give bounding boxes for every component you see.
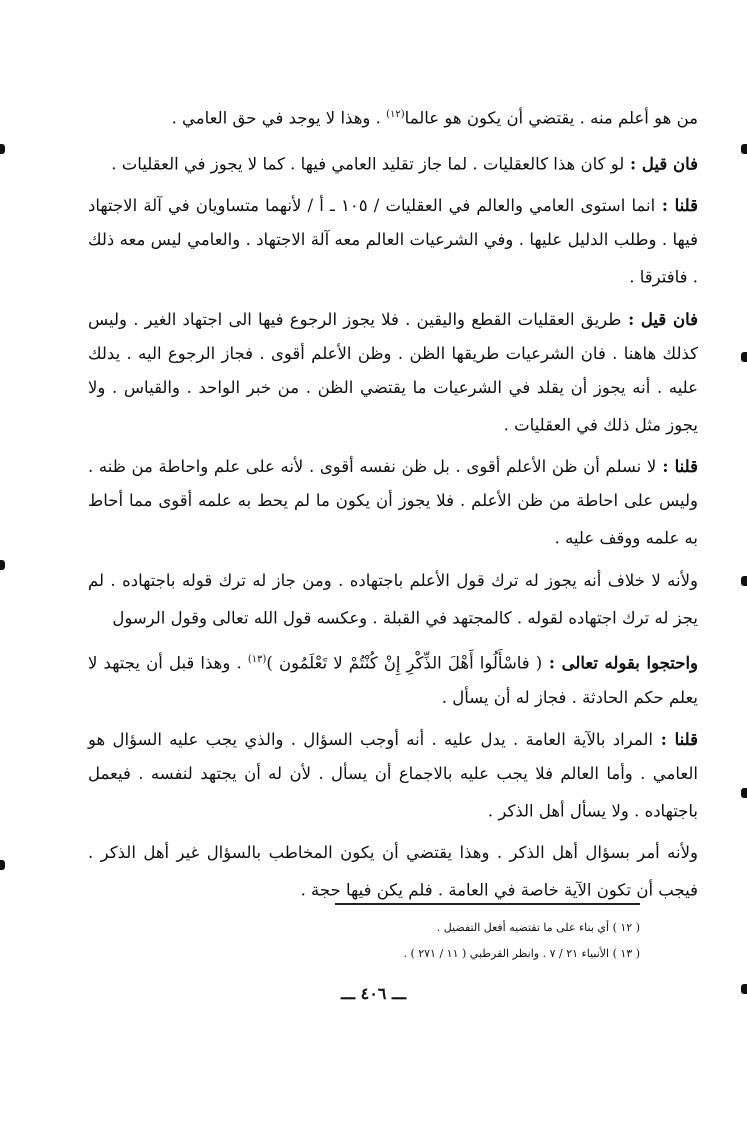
footnote-ref: (١٣) bbox=[247, 654, 267, 665]
paragraph bbox=[88, 303, 698, 443]
paragraph-keyword: فان قيل : bbox=[624, 154, 698, 173]
paragraph bbox=[88, 189, 698, 295]
paragraph bbox=[88, 564, 698, 636]
paragraph-text: طريق العقليات القطع واليقين . فلا يجوز الرجوع فيها الى اجتهاد الغير . وليس كذلك هاهنا . فان الشرعيات طريقها الظن . وظن الأعلم أقوى . فجاز الرجوع اليه . يدلك عليه . أنه يجوز أن يقلد في الشرعيات ما يقتضي الظن . من خبر الواحد . والقياس . ولا يجوز مثل ذلك في العقليات . bbox=[88, 309, 698, 434]
paragraph bbox=[88, 836, 698, 908]
paragraph-text: . وهذا لا يوجد في حق العامي . bbox=[171, 108, 387, 128]
footnote-ref: (١٢) bbox=[386, 109, 405, 120]
footnote: ( ١٣ ) الأنبياء ٢١ / ٧ . وانظر القرطبي ( ١١ / ٢٧١ ) . bbox=[403, 947, 640, 960]
paragraph-text: انما استوى العامي والعالم في العقليات / ١٠٥ ـ أ / لأنهما متساويان في آلة الاجتهاد فيها . وطلب الدليل عليها . وفي الشرعيات العالم معه آلة الاجتهاد . والعامي ليس معه ذلك . فافترقا . bbox=[88, 196, 698, 287]
paragraph-text: من هو أعلم منه . يقتضي أن يكون هو عالما bbox=[404, 108, 698, 128]
paragraph-keyword: فان قيل : bbox=[621, 309, 699, 329]
paragraph-text: . وهذا قبل أن يجتهد لا يعلم حكم الحادثة . فجاز له أن يسأل . bbox=[88, 653, 698, 707]
margin-mark bbox=[0, 860, 5, 870]
paragraph-keyword: واحتجوا بقوله تعالى : bbox=[542, 653, 698, 673]
margin-mark bbox=[0, 144, 5, 154]
margin-mark bbox=[741, 576, 747, 586]
paragraph-keyword: قلنا : bbox=[655, 196, 698, 215]
margin-mark bbox=[741, 144, 747, 154]
paragraph-text: ولأنه لا خلاف أنه يجوز له ترك قول الأعلم باجتهاده . ومن جاز له ترك قوله باجتهاده . لم يجز له ترك اجتهاده لقوله . كالمجتهد في القبلة . وعكسه قول الله تعالى وقول الرسول bbox=[88, 570, 698, 627]
paragraph-text: ولأنه أمر بسؤال أهل الذكر . وهذا يقتضي أن يكون المخاطب بالسؤال غير أهل الذكر . فيجب أن تكون الآية خاصة في العامة . فلم يكن فيها حجة . bbox=[88, 843, 698, 900]
paragraph-text: لا نسلم أن ظن الأعلم أقوى . بل ظن نفسه أقوى . لأنه على علم واحاطة من ظنه . وليس على احاطة من ظن الأعلم . فلا يجوز أن يكون ما لم يحط به علمه أقوى مما أحاط به علمه ووقف عليه . bbox=[88, 457, 698, 548]
page-number: ـــ ٤٠٦ ـــ bbox=[340, 984, 407, 1003]
footnotes bbox=[335, 903, 640, 967]
paragraph-text: لو كان هذا كالعقليات . لما جاز تقليد العامي فيها . كما لا يجوز في العقليات . bbox=[111, 154, 625, 173]
margin-mark bbox=[0, 560, 5, 570]
margin-mark bbox=[741, 352, 747, 362]
footnote: ( ١٢ ) أي بناء على ما تقتضيه أفعل التفضيل . bbox=[436, 921, 640, 934]
paragraph bbox=[88, 98, 698, 136]
paragraph bbox=[88, 723, 698, 829]
paragraph-keyword: قلنا : bbox=[656, 457, 698, 476]
paragraph-text: المراد بالآية العامة . يدل عليه . أنه أوجب السؤال . والذي يجب عليه السؤال هو العامي . وأما العالم فلا يجب عليه بالاجماع أن يسأل . لأن له أن يجتهد لنفسه . فيعمل باجتهاده . ولا يسأل أهل الذكر . bbox=[88, 729, 698, 820]
margin-mark bbox=[741, 788, 747, 798]
paragraph bbox=[88, 450, 698, 556]
paragraph bbox=[88, 144, 698, 182]
paragraph bbox=[88, 643, 698, 715]
page-body bbox=[88, 98, 698, 916]
paragraph-keyword: قلنا : bbox=[653, 729, 699, 749]
paragraph-text: ( فاسْأَلُوا أَهْلَ الذِّكْرِ إِنْ كُنْتُمْ لا تَعْلَمُون ) bbox=[266, 653, 543, 673]
